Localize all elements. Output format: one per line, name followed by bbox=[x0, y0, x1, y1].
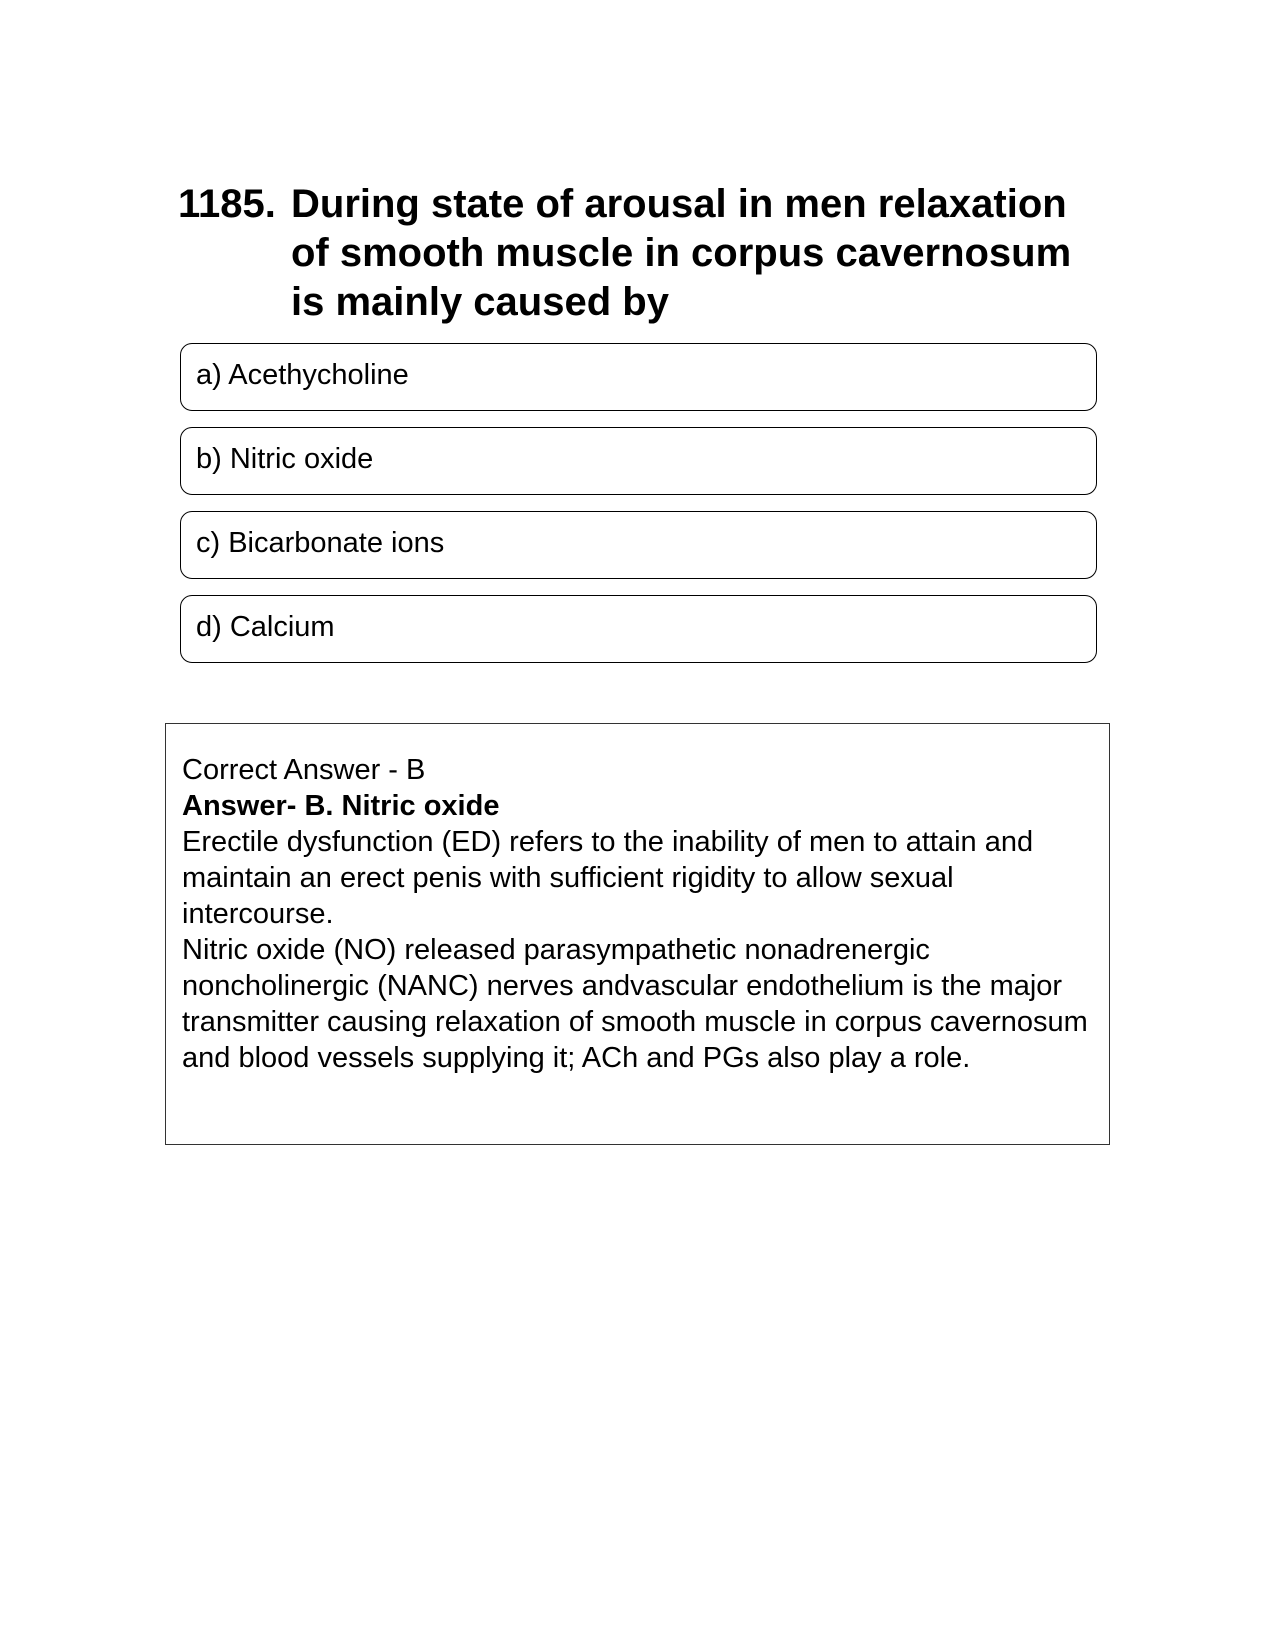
answer-box bbox=[165, 723, 1110, 1145]
options-list bbox=[180, 343, 1097, 679]
explanation-paragraph-2: Nitric oxide (NO) released parasympathetic nonadrenergic noncholinergic (NANC) nerves andvascular endothelium is the major transmitter causing relaxation of smooth muscle in corpus cavernosum and blood vessels supplying it; ACh and PGs also play a role. bbox=[182, 934, 1088, 1074]
option-b[interactable]: b) Nitric oxide bbox=[180, 427, 1097, 495]
correct-answer-label: Correct Answer - B bbox=[182, 754, 426, 786]
question-number: 1185. bbox=[178, 182, 276, 226]
question-text: During state of arousal in men relaxation of smooth muscle in corpus cavernosum is mainly caused by bbox=[291, 182, 1072, 324]
question bbox=[178, 180, 1098, 327]
option-c[interactable]: c) Bicarbonate ions bbox=[180, 511, 1097, 579]
option-a[interactable]: a) Acethycholine bbox=[180, 343, 1097, 411]
answer-heading: Answer- B. Nitric oxide bbox=[182, 790, 500, 822]
explanation-paragraph-1: Erectile dysfunction (ED) refers to the inability of men to attain and maintain an erect penis with sufficient rigidity to allow sexual intercourse. bbox=[182, 826, 1034, 930]
option-d[interactable]: d) Calcium bbox=[180, 595, 1097, 663]
